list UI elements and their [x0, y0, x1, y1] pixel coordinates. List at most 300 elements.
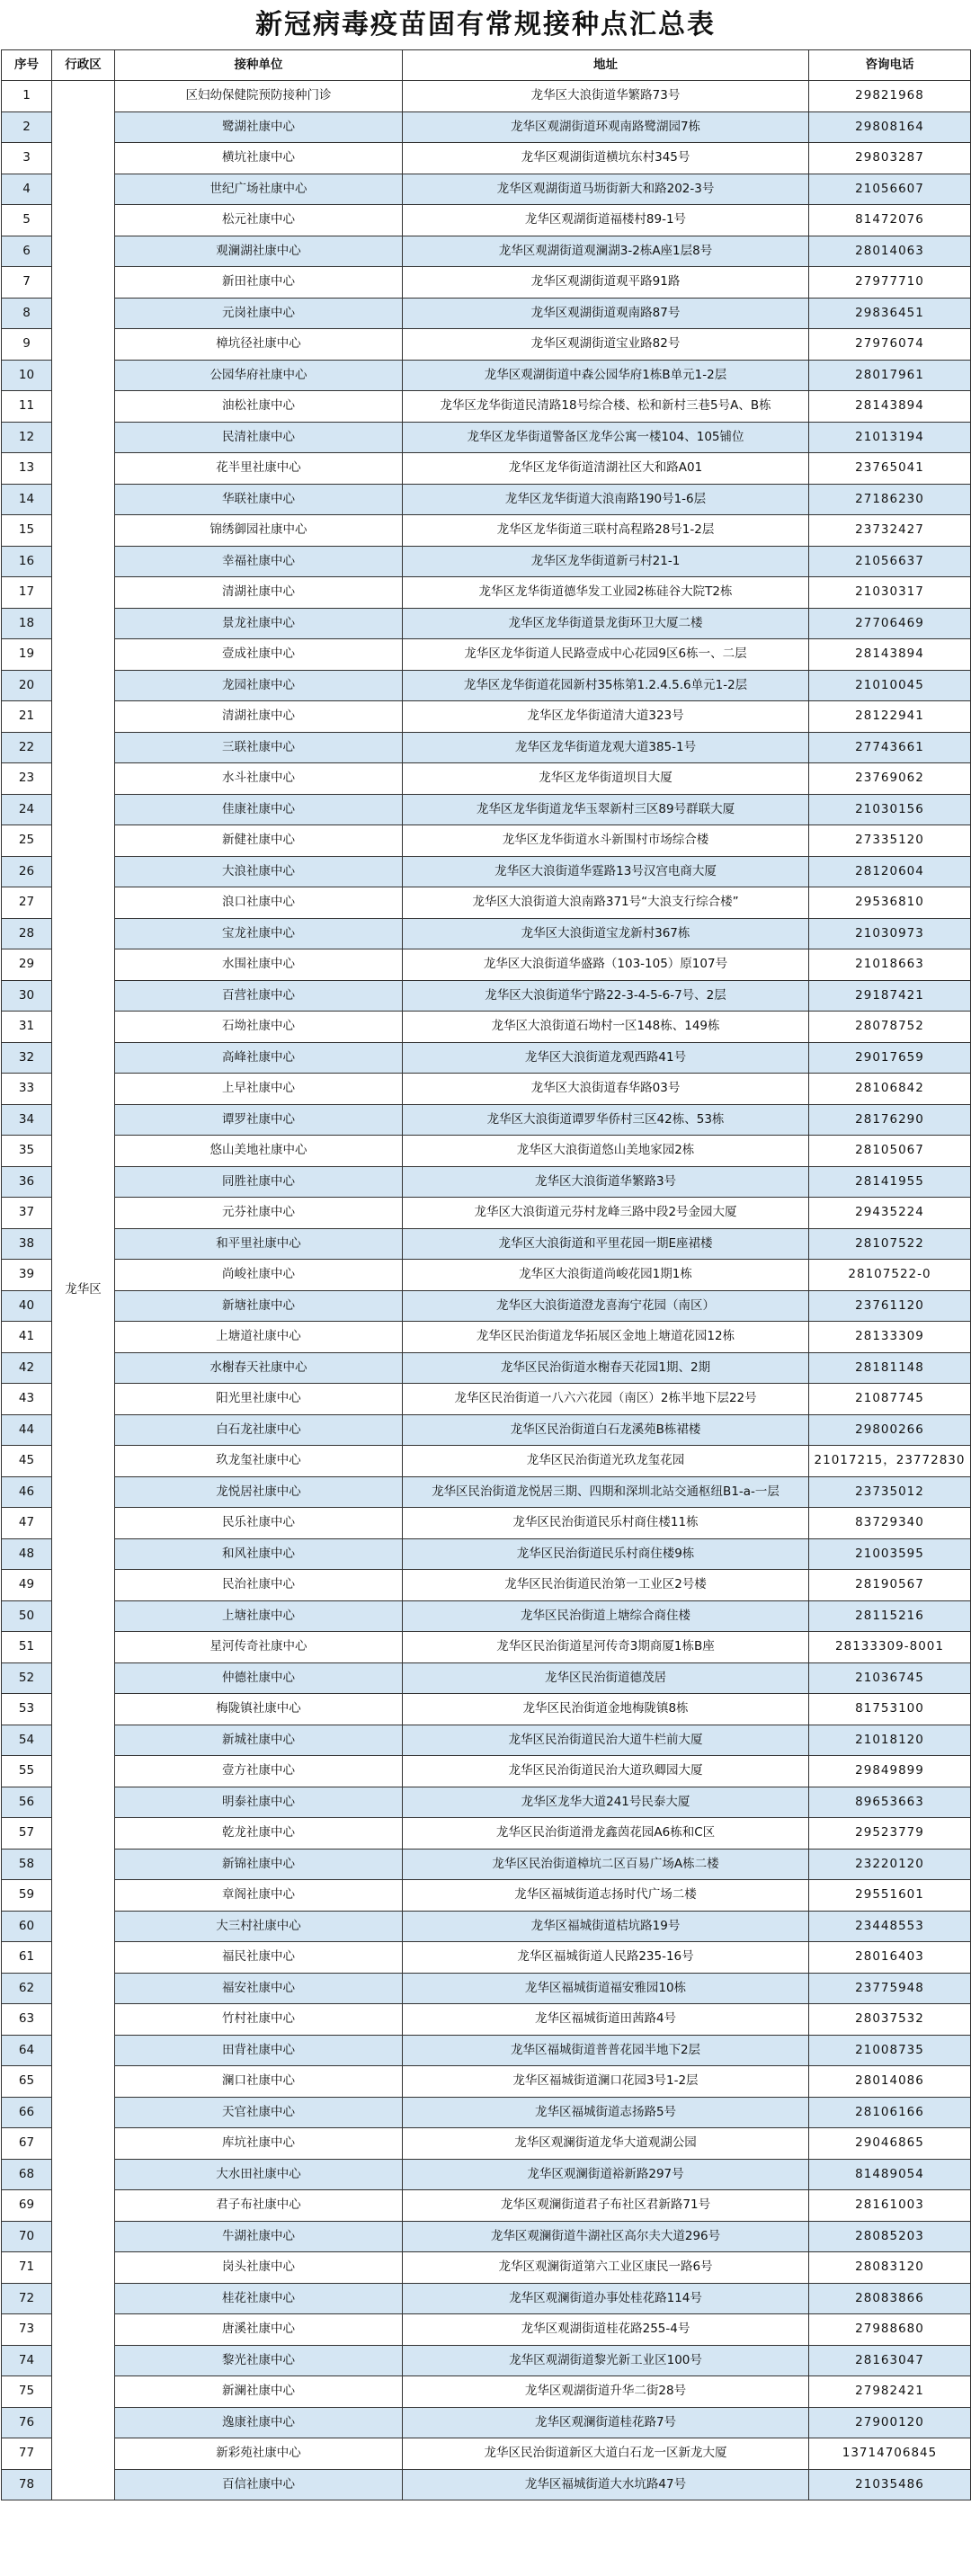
table-row: [2, 794, 971, 825]
site-phone: 23769062: [809, 763, 971, 795]
site-unit-name: 清湖社康中心: [115, 701, 403, 733]
site-unit-name: 库坑社康中心: [115, 2128, 403, 2160]
site-phone: 29187421: [809, 980, 971, 1012]
row-index: 39: [2, 1260, 52, 1291]
table-row: [2, 1694, 971, 1725]
table-row: [2, 205, 971, 236]
table-row: [2, 2345, 971, 2376]
table-row: [2, 2376, 971, 2408]
table-row: [2, 143, 971, 174]
site-address: 龙华区龙华街道清大道323号: [403, 701, 809, 733]
row-index: 44: [2, 1414, 52, 1446]
row-index: 6: [2, 236, 52, 267]
row-index: 9: [2, 329, 52, 361]
site-unit-name: 白石龙社康中心: [115, 1414, 403, 1446]
site-address: 龙华区民治街道光玖龙玺花园: [403, 1446, 809, 1477]
row-index: 43: [2, 1384, 52, 1415]
site-phone: 28085203: [809, 2221, 971, 2252]
site-unit-name: 龙园社康中心: [115, 670, 403, 701]
header-unit: 接种单位: [115, 50, 403, 81]
site-unit-name: 宝龙社康中心: [115, 918, 403, 949]
table-row: [2, 1198, 971, 1229]
site-address: 龙华区大浪街道和平里花园一期E座裙楼: [403, 1228, 809, 1260]
site-unit-name: 锦绣御园社康中心: [115, 515, 403, 547]
site-phone: 21003595: [809, 1538, 971, 1570]
site-phone: 21036745: [809, 1662, 971, 1694]
site-address: 龙华区民治街道民乐村商住楼11栋: [403, 1508, 809, 1539]
row-index: 53: [2, 1694, 52, 1725]
site-address: 龙华区福城街道普普花园半地下2层: [403, 2035, 809, 2066]
row-index: 40: [2, 1290, 52, 1322]
row-index: 1: [2, 81, 52, 112]
site-address: 龙华区民治街道民乐村商住楼9栋: [403, 1538, 809, 1570]
site-phone: 28133309-8001: [809, 1632, 971, 1663]
row-index: 63: [2, 2004, 52, 2036]
table-row: [2, 391, 971, 423]
row-index: 18: [2, 608, 52, 639]
table-row: [2, 887, 971, 919]
row-index: 15: [2, 515, 52, 547]
row-index: 12: [2, 422, 52, 453]
site-unit-name: 星河传奇社康中心: [115, 1632, 403, 1663]
site-phone: 28106842: [809, 1074, 971, 1105]
site-phone: 28017961: [809, 360, 971, 391]
site-address: 龙华区民治街道民治第一工业区2号楼: [403, 1570, 809, 1601]
site-address: 龙华区观湖街道环观南路鹭湖园7栋: [403, 111, 809, 143]
site-unit-name: 百信社康中心: [115, 2469, 403, 2500]
row-index: 19: [2, 639, 52, 671]
site-address: 龙华区福城街道田茜路4号: [403, 2004, 809, 2036]
site-address: 龙华区民治街道龙悦居三期、四期和深圳北站交通枢纽B1-a-一层: [403, 1476, 809, 1508]
site-unit-name: 松元社康中心: [115, 205, 403, 236]
site-address: 龙华区民治街道白石龙溪苑B栋裙楼: [403, 1414, 809, 1446]
row-index: 23: [2, 763, 52, 795]
site-phone: 21035486: [809, 2469, 971, 2500]
site-unit-name: 牛湖社康中心: [115, 2221, 403, 2252]
site-address: 龙华区龙华街道景龙街环卫大厦二楼: [403, 608, 809, 639]
row-index: 59: [2, 1880, 52, 1912]
row-index: 75: [2, 2376, 52, 2408]
site-address: 龙华区观澜街道牛湖社区高尔夫大道296号: [403, 2221, 809, 2252]
site-phone: 27743661: [809, 732, 971, 763]
row-index: 69: [2, 2190, 52, 2222]
site-phone: 21018120: [809, 1725, 971, 1756]
table-row: [2, 2438, 971, 2470]
site-phone: 28078752: [809, 1012, 971, 1043]
row-index: 33: [2, 1074, 52, 1105]
site-unit-name: 玖龙玺社康中心: [115, 1446, 403, 1477]
table-row: [2, 2469, 971, 2500]
site-phone: 29017659: [809, 1042, 971, 1074]
row-index: 14: [2, 484, 52, 515]
site-phone: 28106166: [809, 2097, 971, 2128]
site-address: 龙华区民治街道民治大道玖卿园大厦: [403, 1756, 809, 1787]
table-row: [2, 1414, 971, 1446]
site-address: 龙华区观湖街道桂花路255-4号: [403, 2314, 809, 2346]
site-unit-name: 新澜社康中心: [115, 2376, 403, 2408]
row-index: 30: [2, 980, 52, 1012]
row-index: 66: [2, 2097, 52, 2128]
table-row: [2, 236, 971, 267]
site-address: 龙华区观湖街道中森公园华府1栋B单元1-2层: [403, 360, 809, 391]
site-unit-name: 梅陇镇社康中心: [115, 1694, 403, 1725]
table-row: [2, 484, 971, 515]
table-row: [2, 2128, 971, 2160]
site-unit-name: 上早社康中心: [115, 1074, 403, 1105]
header-index: 序号: [2, 50, 52, 81]
site-unit-name: 观澜湖社康中心: [115, 236, 403, 267]
table-row: [2, 1849, 971, 1880]
site-phone: 21013194: [809, 422, 971, 453]
site-unit-name: 高峰社康中心: [115, 1042, 403, 1074]
site-phone: 27900120: [809, 2407, 971, 2438]
district-cell: 龙华区: [52, 81, 115, 2500]
site-phone: 27335120: [809, 825, 971, 857]
site-phone: 21030156: [809, 794, 971, 825]
site-unit-name: 元岗社康中心: [115, 298, 403, 329]
table-row: [2, 546, 971, 577]
row-index: 2: [2, 111, 52, 143]
table-row: [2, 2097, 971, 2128]
site-address: 龙华区观湖街道观澜湖3-2栋A座1层8号: [403, 236, 809, 267]
site-address: 龙华区观澜街道君子布社区君新路71号: [403, 2190, 809, 2222]
site-address: 龙华区民治街道水榭春天花园1期、2期: [403, 1352, 809, 1384]
table-row: [2, 701, 971, 733]
site-address: 龙华区民治街道滑龙鑫茵花园A6栋和C区: [403, 1818, 809, 1850]
row-index: 38: [2, 1228, 52, 1260]
table-row: [2, 1352, 971, 1384]
table-row: [2, 1136, 971, 1167]
row-index: 36: [2, 1166, 52, 1198]
site-unit-name: 油松社康中心: [115, 391, 403, 423]
row-index: 27: [2, 887, 52, 919]
table-row: [2, 1818, 971, 1850]
site-unit-name: 大三村社康中心: [115, 1911, 403, 1942]
site-unit-name: 龙悦居社康中心: [115, 1476, 403, 1508]
site-phone: 83729340: [809, 1508, 971, 1539]
site-phone: 21008735: [809, 2035, 971, 2066]
site-phone: 29821968: [809, 81, 971, 112]
site-unit-name: 区妇幼保健院预防接种门诊: [115, 81, 403, 112]
site-address: 龙华区福城街道福安雅园10栋: [403, 1973, 809, 2004]
table-row: [2, 2283, 971, 2314]
site-phone: 28014063: [809, 236, 971, 267]
site-unit-name: 壹成社康中心: [115, 639, 403, 671]
table-row: [2, 422, 971, 453]
site-phone: 29523779: [809, 1818, 971, 1850]
row-index: 67: [2, 2128, 52, 2160]
site-unit-name: 鹭湖社康中心: [115, 111, 403, 143]
table-row: [2, 2314, 971, 2346]
site-unit-name: 同胜社康中心: [115, 1166, 403, 1198]
row-index: 58: [2, 1849, 52, 1880]
site-unit-name: 民治社康中心: [115, 1570, 403, 1601]
site-unit-name: 水斗社康中心: [115, 763, 403, 795]
table-row: [2, 980, 971, 1012]
row-index: 62: [2, 1973, 52, 2004]
table-row: [2, 2252, 971, 2284]
site-unit-name: 乾龙社康中心: [115, 1818, 403, 1850]
table-row: [2, 174, 971, 205]
site-phone: 23765041: [809, 453, 971, 485]
site-phone: 28163047: [809, 2345, 971, 2376]
site-phone: 28143894: [809, 391, 971, 423]
site-address: 龙华区龙华街道德华发工业园2栋硅谷大院T2栋: [403, 577, 809, 609]
site-phone: 27186230: [809, 484, 971, 515]
site-address: 龙华区福城街道大水坑路47号: [403, 2469, 809, 2500]
site-phone: 13714706845: [809, 2438, 971, 2470]
site-unit-name: 岗头社康中心: [115, 2252, 403, 2284]
row-index: 35: [2, 1136, 52, 1167]
table-row: [2, 329, 971, 361]
row-index: 57: [2, 1818, 52, 1850]
site-address: 龙华区观澜街道龙华大道观湖公园: [403, 2128, 809, 2160]
site-phone: 27982421: [809, 2376, 971, 2408]
site-phone: 28190567: [809, 1570, 971, 1601]
site-unit-name: 华联社康中心: [115, 484, 403, 515]
site-phone: 28083866: [809, 2283, 971, 2314]
site-phone: 29849899: [809, 1756, 971, 1787]
row-index: 7: [2, 267, 52, 299]
site-address: 龙华区观湖街道升华二街28号: [403, 2376, 809, 2408]
row-index: 70: [2, 2221, 52, 2252]
row-index: 77: [2, 2438, 52, 2470]
site-phone: 27988680: [809, 2314, 971, 2346]
site-unit-name: 福民社康中心: [115, 1942, 403, 1974]
table-row: [2, 2004, 971, 2036]
site-phone: 28105067: [809, 1136, 971, 1167]
row-index: 54: [2, 1725, 52, 1756]
row-index: 46: [2, 1476, 52, 1508]
site-phone: 28133309: [809, 1322, 971, 1353]
site-address: 龙华区龙华街道清湖社区大和路A01: [403, 453, 809, 485]
table-row: [2, 1042, 971, 1074]
table-row: [2, 608, 971, 639]
row-index: 65: [2, 2066, 52, 2098]
row-index: 24: [2, 794, 52, 825]
site-address: 龙华区龙华街道新弓村21-1: [403, 546, 809, 577]
site-address: 龙华区大浪街道龙观西路41号: [403, 1042, 809, 1074]
site-unit-name: 水榭春天社康中心: [115, 1352, 403, 1384]
site-unit-name: 世纪广场社康中心: [115, 174, 403, 205]
table-row: [2, 1662, 971, 1694]
site-phone: 28037532: [809, 2004, 971, 2036]
row-index: 55: [2, 1756, 52, 1787]
row-index: 21: [2, 701, 52, 733]
row-index: 22: [2, 732, 52, 763]
site-phone: 81472076: [809, 205, 971, 236]
row-index: 61: [2, 1942, 52, 1974]
site-phone: 28120604: [809, 856, 971, 887]
site-address: 龙华区观湖街道福楼村89-1号: [403, 205, 809, 236]
site-phone: 28122941: [809, 701, 971, 733]
row-index: 71: [2, 2252, 52, 2284]
table-row: [2, 81, 971, 112]
row-index: 3: [2, 143, 52, 174]
site-unit-name: 民乐社康中心: [115, 1508, 403, 1539]
table-row: [2, 1600, 971, 1632]
site-address: 龙华区大浪街道谭罗华侨村三区42栋、53栋: [403, 1104, 809, 1136]
site-unit-name: 大水田社康中心: [115, 2159, 403, 2190]
table-row: [2, 1074, 971, 1105]
site-phone: 81489054: [809, 2159, 971, 2190]
site-phone: 28161003: [809, 2190, 971, 2222]
row-index: 17: [2, 577, 52, 609]
site-address: 龙华区大浪街道春华路03号: [403, 1074, 809, 1105]
site-unit-name: 悠山美地社康中心: [115, 1136, 403, 1167]
table-row: [2, 1911, 971, 1942]
table-row: [2, 639, 971, 671]
site-phone: 28016403: [809, 1942, 971, 1974]
site-phone: 29836451: [809, 298, 971, 329]
row-index: 47: [2, 1508, 52, 1539]
site-unit-name: 水围社康中心: [115, 949, 403, 981]
row-index: 49: [2, 1570, 52, 1601]
site-address: 龙华区观湖街道黎光新工业区100号: [403, 2345, 809, 2376]
site-address: 龙华区福城街道澜口花园3号1-2层: [403, 2066, 809, 2098]
table-row: [2, 1260, 971, 1291]
table-row: [2, 1322, 971, 1353]
site-address: 龙华区龙华大道241号民泰大厦: [403, 1787, 809, 1818]
site-unit-name: 和风社康中心: [115, 1538, 403, 1570]
site-unit-name: 花半里社康中心: [115, 453, 403, 485]
site-unit-name: 公园华府社康中心: [115, 360, 403, 391]
site-phone: 21017215，23772830: [809, 1446, 971, 1477]
table-row: [2, 2066, 971, 2098]
site-unit-name: 尚峻社康中心: [115, 1260, 403, 1291]
row-index: 45: [2, 1446, 52, 1477]
row-index: 26: [2, 856, 52, 887]
row-index: 52: [2, 1662, 52, 1694]
site-address: 龙华区福城街道志扬时代广场二楼: [403, 1880, 809, 1912]
site-address: 龙华区龙华街道警备区龙华公寓一楼104、105铺位: [403, 422, 809, 453]
site-address: 龙华区大浪街道澄龙喜海宁花园（南区）: [403, 1290, 809, 1322]
site-address: 龙华区大浪街道大浪南路371号“大浪支行综合楼”: [403, 887, 809, 919]
site-phone: 28107522: [809, 1228, 971, 1260]
site-phone: 28014086: [809, 2066, 971, 2098]
table-row: [2, 2221, 971, 2252]
site-unit-name: 桂花社康中心: [115, 2283, 403, 2314]
site-phone: 21010045: [809, 670, 971, 701]
site-address: 龙华区大浪街道悠山美地家园2栋: [403, 1136, 809, 1167]
header-phone: 咨询电话: [809, 50, 971, 81]
site-phone: 21030973: [809, 918, 971, 949]
row-index: 68: [2, 2159, 52, 2190]
site-address: 龙华区观湖街道观平路91路: [403, 267, 809, 299]
site-phone: 28115216: [809, 1600, 971, 1632]
site-unit-name: 三联社康中心: [115, 732, 403, 763]
site-phone: 27706469: [809, 608, 971, 639]
site-phone: 28176290: [809, 1104, 971, 1136]
site-phone: 21056607: [809, 174, 971, 205]
site-address: 龙华区龙华街道龙观大道385-1号: [403, 732, 809, 763]
site-address: 龙华区福城街道志扬路5号: [403, 2097, 809, 2128]
site-phone: 21030317: [809, 577, 971, 609]
site-unit-name: 上塘社康中心: [115, 1600, 403, 1632]
table-row: [2, 1973, 971, 2004]
site-unit-name: 景龙社康中心: [115, 608, 403, 639]
site-unit-name: 澜口社康中心: [115, 2066, 403, 2098]
table-row: [2, 1104, 971, 1136]
table-row: [2, 2407, 971, 2438]
table-row: [2, 1787, 971, 1818]
site-address: 龙华区观澜街道裕新路297号: [403, 2159, 809, 2190]
site-address: 龙华区观湖街道宝业路82号: [403, 329, 809, 361]
site-unit-name: 壹方社康中心: [115, 1756, 403, 1787]
row-index: 37: [2, 1198, 52, 1229]
site-unit-name: 和平里社康中心: [115, 1228, 403, 1260]
table-row: [2, 267, 971, 299]
table-row: [2, 453, 971, 485]
row-index: 56: [2, 1787, 52, 1818]
table-row: [2, 577, 971, 609]
site-address: 龙华区民治街道星河传奇3期商厦1栋B座: [403, 1632, 809, 1663]
site-unit-name: 明泰社康中心: [115, 1787, 403, 1818]
row-index: 51: [2, 1632, 52, 1663]
table-row: [2, 1756, 971, 1787]
site-address: 龙华区大浪街道华繁路3号: [403, 1166, 809, 1198]
site-address: 龙华区观澜街道第六工业区康民一路6号: [403, 2252, 809, 2284]
site-address: 龙华区龙华街道三联村高程路28号1-2层: [403, 515, 809, 547]
site-address: 龙华区大浪街道宝龙新村367栋: [403, 918, 809, 949]
site-unit-name: 新城社康中心: [115, 1725, 403, 1756]
site-unit-name: 新彩苑社康中心: [115, 2438, 403, 2470]
site-phone: 29551601: [809, 1880, 971, 1912]
site-unit-name: 阳光里社康中心: [115, 1384, 403, 1415]
site-unit-name: 新田社康中心: [115, 267, 403, 299]
site-address: 龙华区大浪街道华繁路73号: [403, 81, 809, 112]
site-phone: 23775948: [809, 1973, 971, 2004]
row-index: 29: [2, 949, 52, 981]
site-unit-name: 佳康社康中心: [115, 794, 403, 825]
site-unit-name: 谭罗社康中心: [115, 1104, 403, 1136]
table-row: [2, 298, 971, 329]
row-index: 31: [2, 1012, 52, 1043]
site-unit-name: 石坳社康中心: [115, 1012, 403, 1043]
site-address: 龙华区民治街道龙华拓展区金地上塘道花园12栋: [403, 1322, 809, 1353]
table-row: [2, 1725, 971, 1756]
site-unit-name: 天官社康中心: [115, 2097, 403, 2128]
row-index: 34: [2, 1104, 52, 1136]
site-phone: 21087745: [809, 1384, 971, 1415]
table-row: [2, 1012, 971, 1043]
table-row: [2, 1538, 971, 1570]
site-phone: 29800266: [809, 1414, 971, 1446]
site-phone: 29536810: [809, 887, 971, 919]
table-header-row: [2, 50, 971, 81]
site-address: 龙华区民治街道樟坑二区百易广场A栋二楼: [403, 1849, 809, 1880]
table-row: [2, 1228, 971, 1260]
site-phone: 23220120: [809, 1849, 971, 1880]
site-phone: 23732427: [809, 515, 971, 547]
site-phone: 27977710: [809, 267, 971, 299]
site-address: 龙华区龙华街道龙华玉翠新村三区89号群联大厦: [403, 794, 809, 825]
site-address: 龙华区龙华街道花园新村35栋第1.2.4.5.6单元1-2层: [403, 670, 809, 701]
site-address: 龙华区大浪街道元芬村龙峰三路中段2号金园大厦: [403, 1198, 809, 1229]
site-unit-name: 福安社康中心: [115, 1973, 403, 2004]
site-unit-name: 浪口社康中心: [115, 887, 403, 919]
header-address: 地址: [403, 50, 809, 81]
table-row: [2, 732, 971, 763]
site-address: 龙华区龙华街道水斗新围村市场综合楼: [403, 825, 809, 857]
table-row: [2, 111, 971, 143]
site-address: 龙华区大浪街道石坳村一区148栋、149栋: [403, 1012, 809, 1043]
site-unit-name: 横坑社康中心: [115, 143, 403, 174]
table-row: [2, 1166, 971, 1198]
row-index: 8: [2, 298, 52, 329]
row-index: 20: [2, 670, 52, 701]
table-row: [2, 856, 971, 887]
